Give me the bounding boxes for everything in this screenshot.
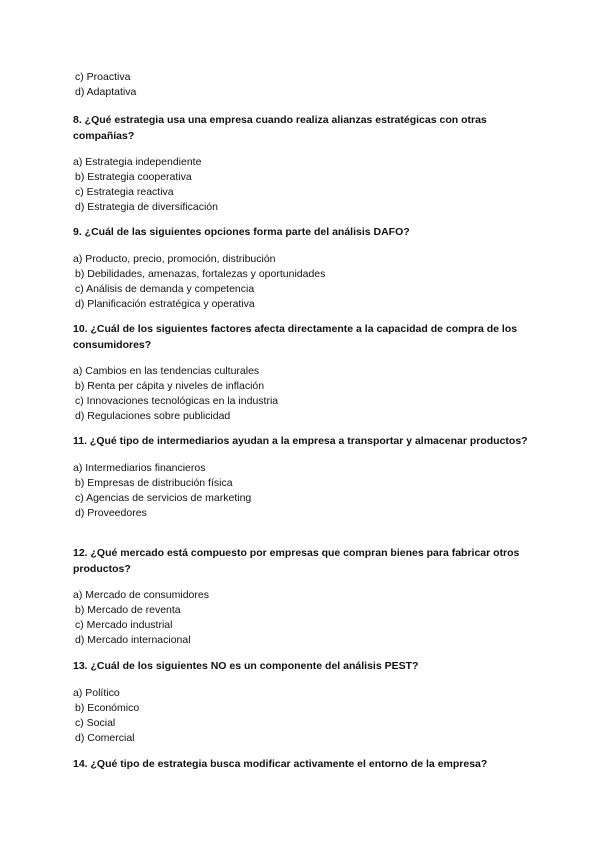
question-title: 10. ¿Cuál de los siguientes factores afecta directamente a la capacidad de compra de los consumidores? xyxy=(73,323,518,351)
option-b: b) Renta per cápita y niveles de inflación xyxy=(75,380,265,392)
option-b: b) Empresas de distribución física xyxy=(75,476,233,489)
question-14 xyxy=(73,757,528,784)
question-11 xyxy=(73,434,528,521)
option-c: c) Proactiva xyxy=(75,71,131,83)
option-a: a) Cambios en las tendencias culturales xyxy=(73,365,260,377)
question-10 xyxy=(73,322,528,424)
option-c: c) Análisis de demanda y competencia xyxy=(75,282,255,295)
previous-question-options xyxy=(75,70,136,100)
option-a: a) Estrategia independiente xyxy=(73,156,202,168)
option-d: d) Adaptativa xyxy=(75,86,137,98)
question-12 xyxy=(73,546,528,648)
question-title: 11. ¿Qué tipo de intermediarios ayudan a la empresa a transportar y almacenar productos? xyxy=(73,435,528,447)
option-d: d) Comercial xyxy=(75,731,135,744)
option-c: c) Mercado industrial xyxy=(75,619,173,631)
option-d: d) Estrategia de diversificación xyxy=(75,201,218,213)
option-d: d) Planificación estratégica y operativa xyxy=(75,297,255,310)
option-d: d) Mercado internacional xyxy=(75,634,191,646)
option-b: b) Debilidades, amenazas, fortalezas y oportunidades xyxy=(75,267,326,280)
option-d: d) Regulaciones sobre publicidad xyxy=(75,410,231,422)
question-title: 8. ¿Qué estrategia usa una empresa cuando realiza alianzas estratégicas con otras compañías? xyxy=(73,114,487,142)
option-c: c) Agencias de servicios de marketing xyxy=(75,491,252,504)
question-8 xyxy=(73,113,528,215)
option-b: b) Económico xyxy=(75,701,140,714)
option-c: c) Innovaciones tecnológicas en la industria xyxy=(75,395,279,407)
option-c: c) Social xyxy=(75,716,116,729)
question-13 xyxy=(73,659,528,746)
option-b: b) Estrategia cooperativa xyxy=(75,171,192,183)
question-title: 14. ¿Qué tipo de estrategia busca modificar activamente el entorno de la empresa? xyxy=(73,758,488,770)
option-c: c) Estrategia reactiva xyxy=(75,186,174,198)
question-title: 13. ¿Cuál de los siguientes NO es un componente del análisis PEST? xyxy=(73,660,419,672)
option-a: a) Producto, precio, promoción, distribución xyxy=(73,252,276,265)
option-a: a) Político xyxy=(73,686,120,699)
question-title: 9. ¿Cuál de las siguientes opciones forma parte del análisis DAFO? xyxy=(73,226,410,238)
option-a: a) Mercado de consumidores xyxy=(73,589,209,601)
option-b: b) Mercado de reventa xyxy=(75,604,181,616)
option-a: a) Intermediarios financieros xyxy=(73,461,206,474)
question-9 xyxy=(73,225,528,312)
question-title: 12. ¿Qué mercado está compuesto por empresas que compran bienes para fabricar otros productos? xyxy=(73,547,520,575)
option-d: d) Proveedores xyxy=(75,506,147,519)
